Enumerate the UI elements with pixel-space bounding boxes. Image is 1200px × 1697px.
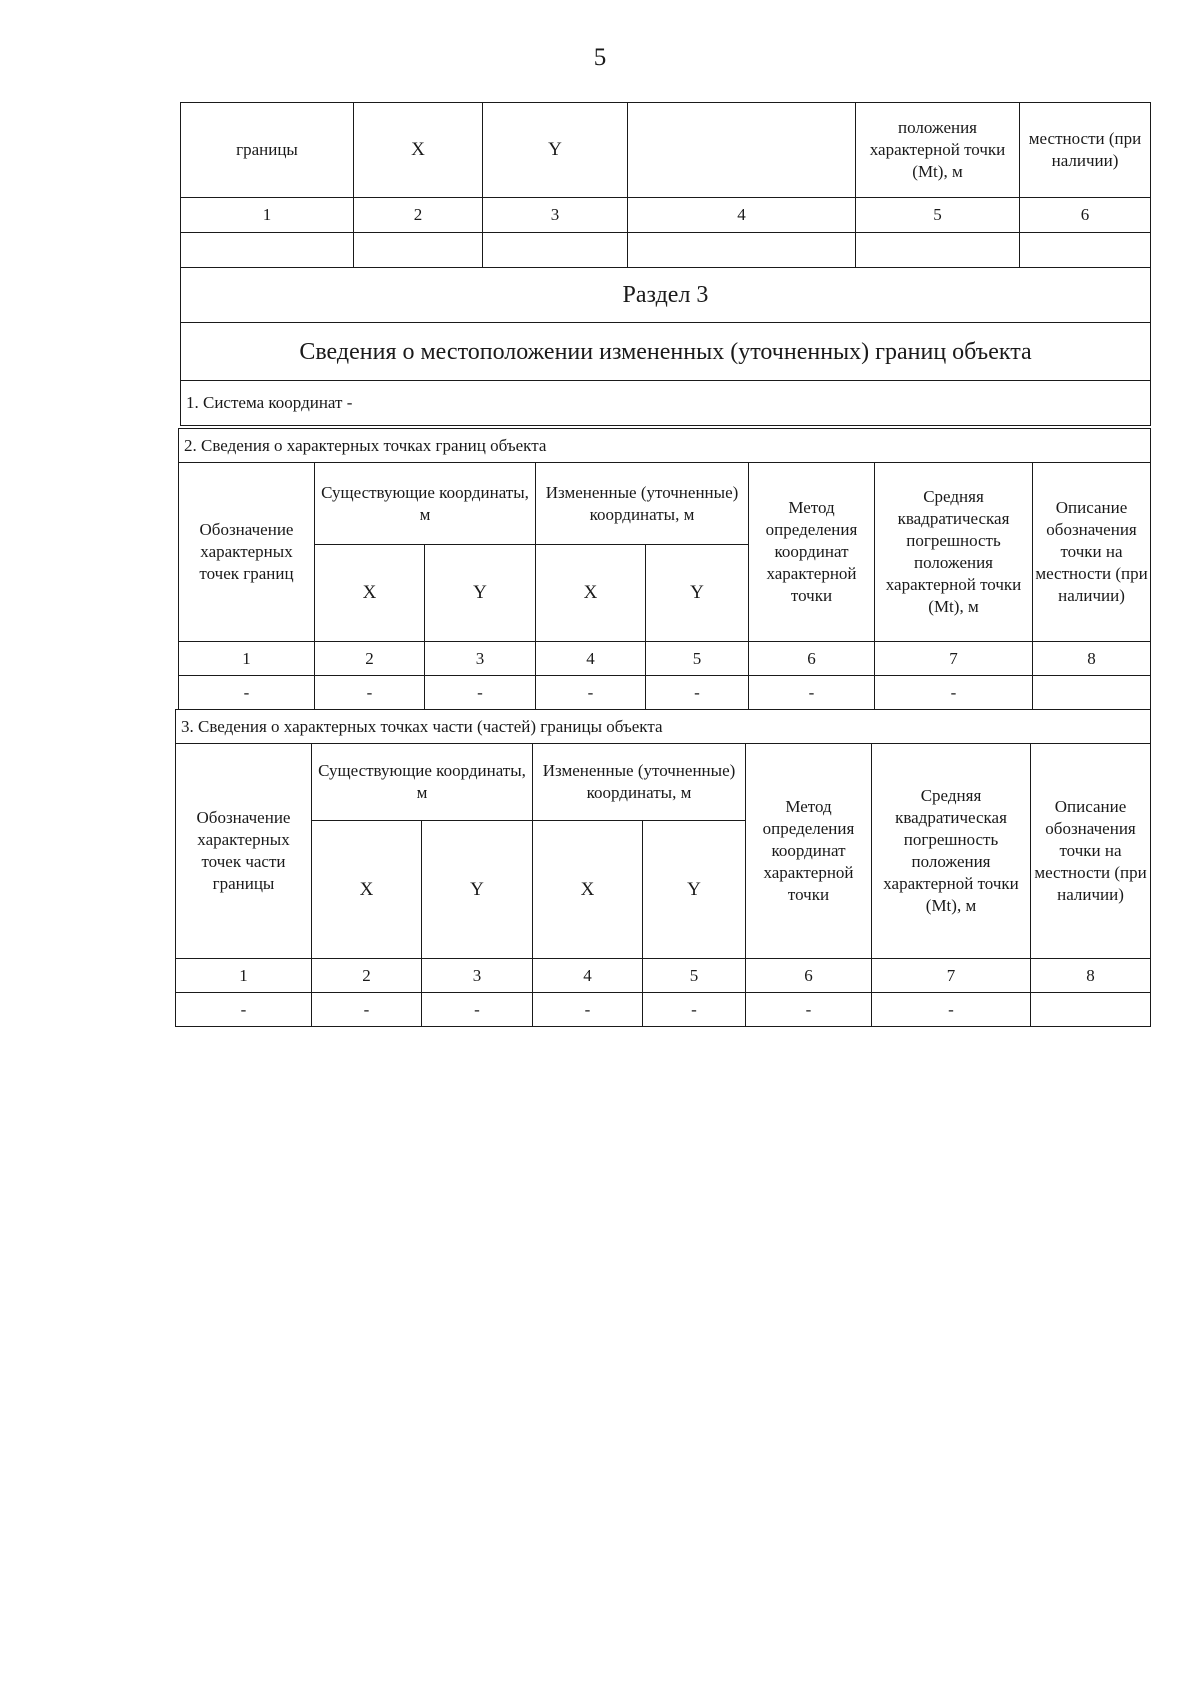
column-number: 2	[312, 959, 422, 993]
column-number: 3	[425, 642, 536, 676]
data-cell: -	[315, 676, 425, 710]
header-cell: положения характерной точки (Mt), м	[856, 103, 1020, 198]
header-changed-coordinates: Измененные (уточненные) координаты, м	[536, 463, 749, 545]
sub-header-y: Y	[646, 545, 749, 642]
column-number: 6	[746, 959, 872, 993]
table-caption: 3. Сведения о характерных точках части (частей) границы объекта	[176, 710, 1151, 744]
sub-header-x: X	[312, 821, 422, 959]
column-number: 4	[533, 959, 643, 993]
sub-header-x: X	[533, 821, 643, 959]
column-number: 4	[628, 198, 856, 233]
header-existing-coordinates: Существующие координаты, м	[312, 744, 533, 821]
page-number: 5	[593, 44, 607, 71]
header-cell: X	[354, 103, 483, 198]
header-changed-coordinates: Измененные (уточненные) координаты, м	[533, 744, 746, 821]
header-cell: границы	[181, 103, 354, 198]
column-number: 6	[1020, 198, 1151, 233]
sub-header-y: Y	[425, 545, 536, 642]
column-number: 1	[181, 198, 354, 233]
data-cell: -	[176, 993, 312, 1027]
section-title: Сведения о местоположении измененных (уточненных) границ объекта	[181, 323, 1151, 381]
data-cell: -	[643, 993, 746, 1027]
data-cell: -	[646, 676, 749, 710]
boundary-part-points-table	[175, 709, 1151, 1027]
column-number: 5	[646, 642, 749, 676]
column-number: 2	[315, 642, 425, 676]
header-cell	[628, 103, 856, 198]
section-heading: Раздел 3	[181, 268, 1151, 323]
header-cell: местности (при наличии)	[1020, 103, 1151, 198]
column-number: 5	[643, 959, 746, 993]
sub-header-x: X	[315, 545, 425, 642]
column-number: 7	[875, 642, 1033, 676]
column-number: 4	[536, 642, 646, 676]
sub-header-y: Y	[643, 821, 746, 959]
header-description: Описание обозначения точки на местности (при наличии)	[1031, 744, 1151, 959]
data-cell: -	[875, 676, 1033, 710]
header-error: Средняя квадратическая погрешность положения характерной точки (Mt), м	[875, 463, 1033, 642]
column-number: 2	[354, 198, 483, 233]
empty-cell	[856, 233, 1020, 268]
empty-cell	[181, 233, 354, 268]
empty-cell	[628, 233, 856, 268]
sub-header-x: X	[536, 545, 646, 642]
data-cell: -	[179, 676, 315, 710]
header-description: Описание обозначения точки на местности (при наличии)	[1033, 463, 1151, 642]
data-cell: -	[746, 993, 872, 1027]
data-cell: -	[536, 676, 646, 710]
column-number: 6	[749, 642, 875, 676]
header-designation: Обозначение характерных точек границ	[179, 463, 315, 642]
header-method: Метод определения координат характерной точки	[746, 744, 872, 959]
table-caption: 2. Сведения о характерных точках границ объекта	[179, 429, 1151, 463]
header-designation: Обозначение характерных точек части границы	[176, 744, 312, 959]
characteristic-points-table	[178, 428, 1151, 710]
column-number: 8	[1031, 959, 1151, 993]
column-number: 1	[179, 642, 315, 676]
data-cell: -	[422, 993, 533, 1027]
column-number: 3	[483, 198, 628, 233]
data-cell	[1033, 676, 1151, 710]
data-cell: -	[872, 993, 1031, 1027]
header-error: Средняя квадратическая погрешность положения характерной точки (Mt), м	[872, 744, 1031, 959]
column-number: 5	[856, 198, 1020, 233]
column-number: 7	[872, 959, 1031, 993]
sub-header-y: Y	[422, 821, 533, 959]
top-table	[180, 102, 1151, 426]
column-number: 1	[176, 959, 312, 993]
empty-cell	[354, 233, 483, 268]
data-cell: -	[749, 676, 875, 710]
header-method: Метод определения координат характерной точки	[749, 463, 875, 642]
column-number: 8	[1033, 642, 1151, 676]
data-cell: -	[533, 993, 643, 1027]
data-cell	[1031, 993, 1151, 1027]
header-existing-coordinates: Существующие координаты, м	[315, 463, 536, 545]
header-cell: Y	[483, 103, 628, 198]
empty-cell	[483, 233, 628, 268]
data-cell: -	[425, 676, 536, 710]
coordinate-system: 1. Система координат -	[181, 381, 1151, 426]
empty-cell	[1020, 233, 1151, 268]
data-cell: -	[312, 993, 422, 1027]
column-number: 3	[422, 959, 533, 993]
